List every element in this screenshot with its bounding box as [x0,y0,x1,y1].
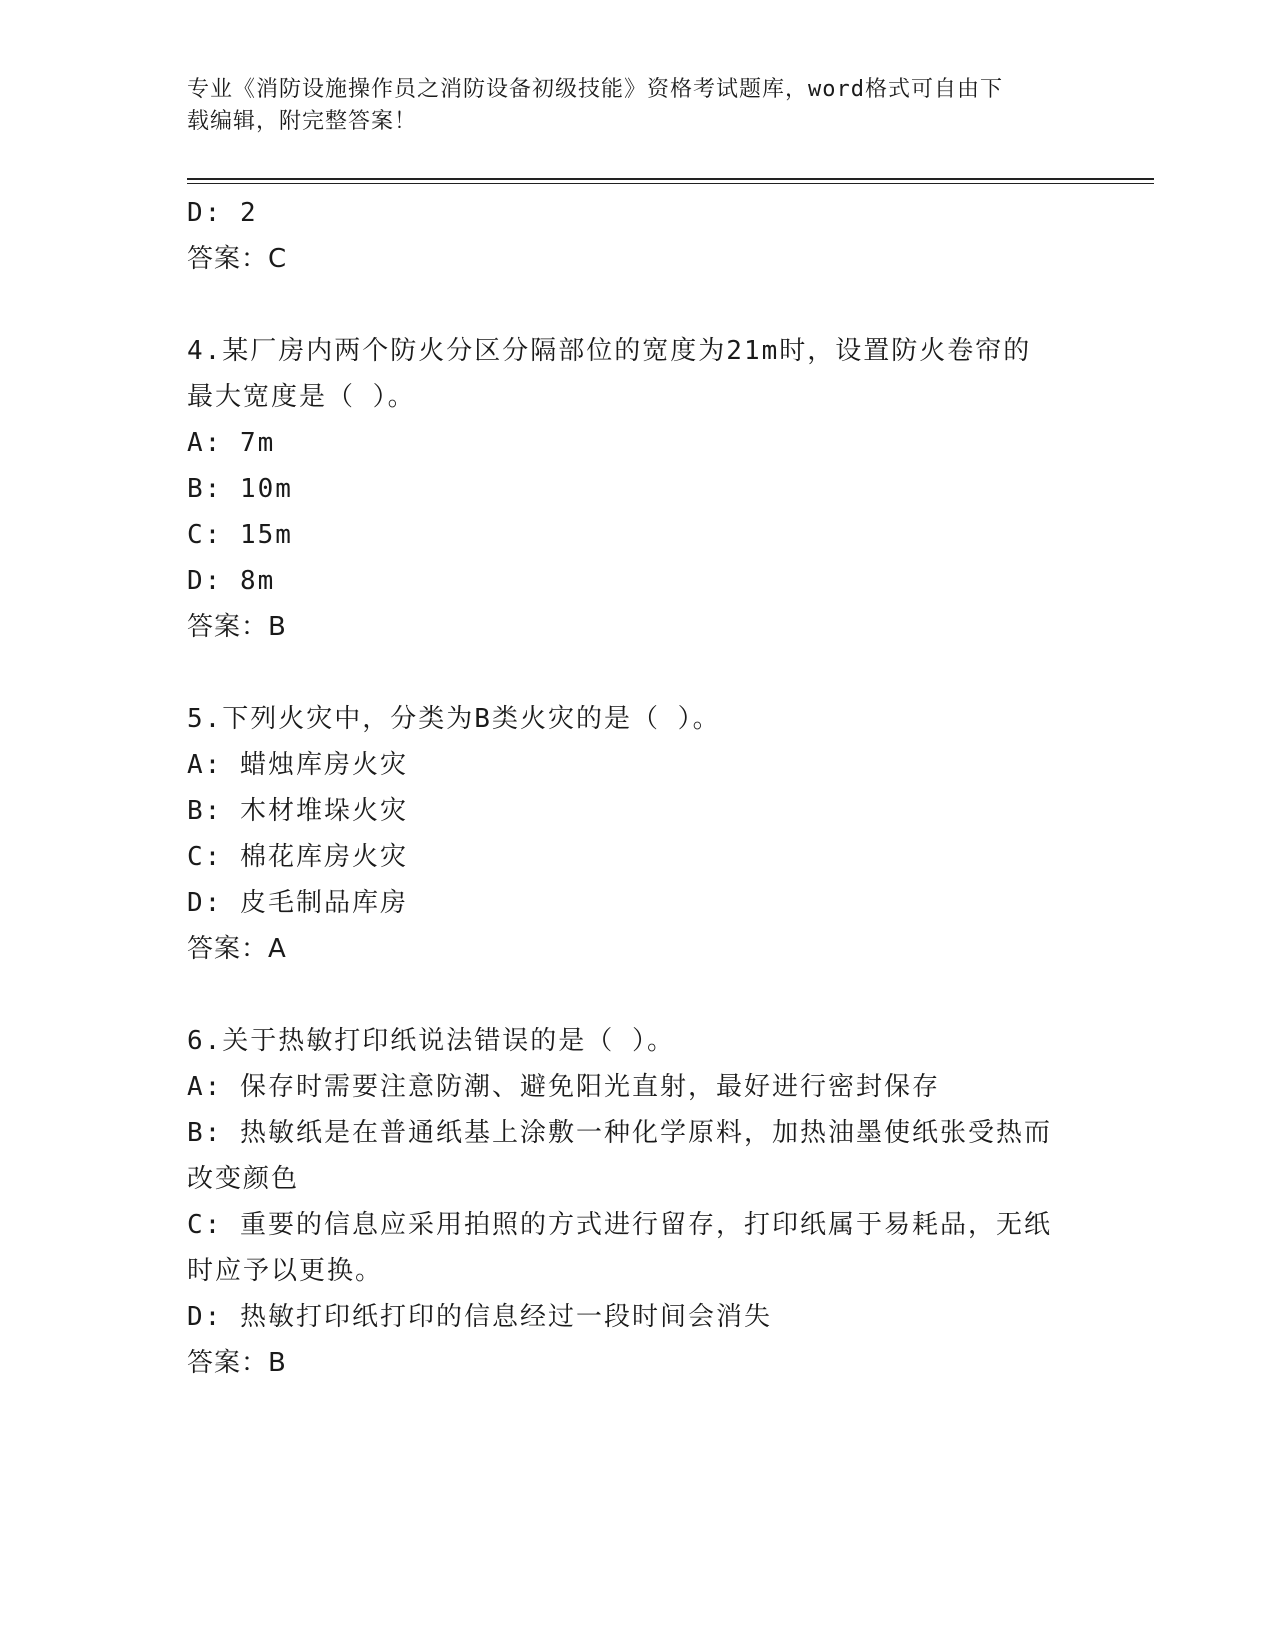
option-c: C: 15m [187,520,293,550]
answer-line: 答案：B [187,612,287,642]
answer-line: 答案：B [187,1348,287,1378]
option-a: A: 7m [187,428,276,458]
option-c: C: 棉花库房火灾 [187,842,408,872]
question-stem: 5.下列火灾中，分类为B类火灾的是（ ）。 [187,704,721,734]
option-a: A: 保存时需要注意防潮、避免阳光直射，最好进行密封保存 [187,1072,940,1102]
option-d: D: 2 [187,198,258,228]
option-b: B: 热敏纸是在普通纸基上涂敷一种化学原料，加热油墨使纸张受热而 [187,1118,1052,1148]
option-b: B: 木材堆垛火灾 [187,796,408,826]
answer-line: 答案：C [187,244,288,274]
question-stem: 4.某厂房内两个防火分区分隔部位的宽度为21m时，设置防火卷帘的 [187,336,1032,366]
question-4 [187,328,1087,650]
document-body [187,190,1087,1386]
option-b: B: 10m [187,474,293,504]
header-divider-thick [187,178,1154,180]
option-c-cont: 时应予以更换。 [187,1256,384,1286]
question-stem-cont: 最大宽度是（ ）。 [187,382,416,412]
header-line-2: 载编辑，附完整答案！ [187,109,418,134]
question-stem: 6.关于热敏打印纸说法错误的是（ ）。 [187,1026,675,1056]
option-d: D: 热敏打印纸打印的信息经过一段时间会消失 [187,1302,772,1332]
answer-line: 答案：A [187,934,287,964]
question-5 [187,696,1087,972]
option-b-cont: 改变颜色 [187,1164,300,1194]
header-divider-thin [187,183,1154,184]
option-d: D: 8m [187,566,276,596]
question-6 [187,1018,1087,1386]
option-d: D: 皮毛制品库房 [187,888,408,918]
option-a: A: 蜡烛库房火灾 [187,750,408,780]
option-c: C: 重要的信息应采用拍照的方式进行留存，打印纸属于易耗品，无纸 [187,1210,1052,1240]
page-header [187,74,1067,138]
header-line-1: 专业《消防设施操作员之消防设备初级技能》资格考试题库，word格式可自由下 [187,77,1003,102]
